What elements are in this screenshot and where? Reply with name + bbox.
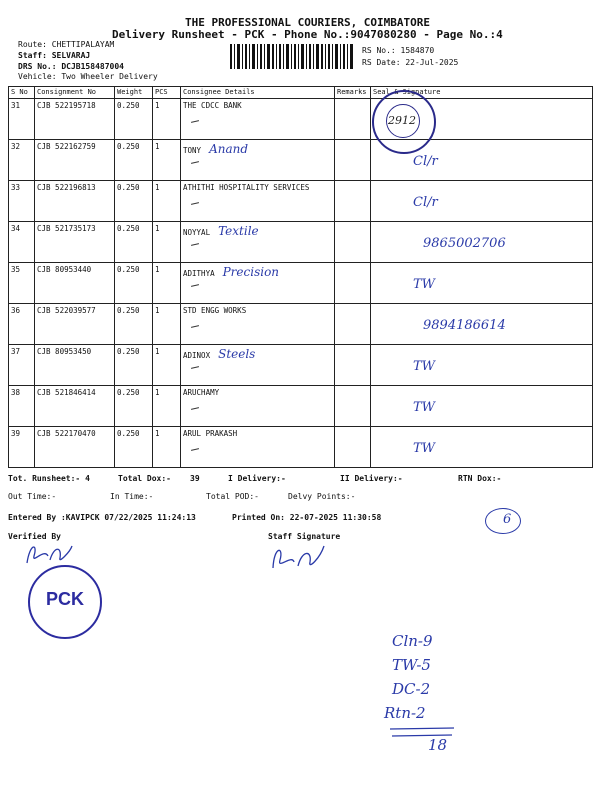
consignee-name: ADINOX bbox=[183, 351, 211, 360]
i-delivery: I Delivery:- bbox=[228, 474, 286, 483]
total-dox-value: 39 bbox=[190, 474, 200, 483]
cell-remarks bbox=[335, 304, 371, 345]
cell-sno: 31 bbox=[9, 99, 35, 140]
cell-consignment-no: CJB 522195718 bbox=[35, 99, 115, 140]
cell-consignee bbox=[181, 427, 335, 468]
cell-signature bbox=[371, 222, 593, 263]
cell-weight: 0.250 bbox=[115, 345, 153, 386]
route-label: Route: CHETTIPALAYAM bbox=[18, 40, 115, 49]
cell-weight: 0.250 bbox=[115, 99, 153, 140]
table-row bbox=[9, 222, 593, 263]
cell-sno: 32 bbox=[9, 140, 35, 181]
cell-consignment-no: CJB 522196813 bbox=[35, 181, 115, 222]
footer-divider bbox=[8, 467, 592, 468]
table-row bbox=[9, 304, 593, 345]
runsheet-table bbox=[8, 86, 593, 468]
cell-pcs: 1 bbox=[153, 345, 181, 386]
table-row bbox=[9, 140, 593, 181]
cell-consignee bbox=[181, 345, 335, 386]
table-row bbox=[9, 386, 593, 427]
cell-pcs: 1 bbox=[153, 140, 181, 181]
table-header-row bbox=[9, 87, 593, 99]
cell-consignee bbox=[181, 99, 335, 140]
consignee-handwritten-note: Steels bbox=[218, 347, 256, 361]
tally-line-1: Cln-9 bbox=[392, 632, 433, 650]
rs-date: RS Date: 22-Jul-2025 bbox=[362, 58, 459, 67]
table-row bbox=[9, 345, 593, 386]
table-row bbox=[9, 263, 593, 304]
receiver-signature-text: Cl/r bbox=[413, 154, 438, 169]
cell-pcs: 1 bbox=[153, 99, 181, 140]
tally-line-2: TW-5 bbox=[392, 656, 431, 674]
receiver-signature-text: TW bbox=[413, 277, 436, 292]
cell-pcs: 1 bbox=[153, 181, 181, 222]
cell-weight: 0.250 bbox=[115, 181, 153, 222]
consignee-name: ARUL PRAKASH bbox=[183, 429, 238, 438]
cell-remarks bbox=[335, 99, 371, 140]
tot-runsheet: Tot. Runsheet:- 4 bbox=[8, 474, 90, 483]
out-time: Out Time:- bbox=[8, 492, 57, 501]
cell-remarks bbox=[335, 140, 371, 181]
tally-underline bbox=[388, 725, 458, 739]
delvy-points: Delvy Points:- bbox=[288, 492, 356, 501]
cell-consignee bbox=[181, 181, 335, 222]
cell-sno: 36 bbox=[9, 304, 35, 345]
cell-consignee bbox=[181, 304, 335, 345]
cell-consignee bbox=[181, 386, 335, 427]
in-time: In Time:- bbox=[110, 492, 154, 501]
tick-mark bbox=[191, 202, 199, 205]
consignee-name: THE CDCC BANK bbox=[183, 101, 242, 110]
cell-remarks bbox=[335, 263, 371, 304]
cell-remarks bbox=[335, 181, 371, 222]
cell-sno: 33 bbox=[9, 181, 35, 222]
consignee-handwritten-note: Anand bbox=[209, 142, 249, 156]
consignee-handwritten-note: Textile bbox=[218, 224, 259, 238]
receiver-signature-text: TW bbox=[413, 359, 436, 374]
col-header-weight: Weight bbox=[115, 87, 153, 99]
ii-delivery: II Delivery:- bbox=[340, 474, 403, 483]
cell-pcs: 1 bbox=[153, 386, 181, 427]
cell-pcs: 1 bbox=[153, 427, 181, 468]
tally-total: 18 bbox=[428, 736, 448, 754]
cell-pcs: 1 bbox=[153, 222, 181, 263]
cell-consignment-no: CJB 522039577 bbox=[35, 304, 115, 345]
consignee-name: NOYYAL bbox=[183, 228, 211, 237]
cell-sno: 35 bbox=[9, 263, 35, 304]
pck-stamp bbox=[28, 565, 102, 639]
consignee-name: ATHITHI HOSPITALITY SERVICES bbox=[183, 183, 310, 192]
col-header-signature: Seal & Signature bbox=[371, 87, 593, 99]
cell-signature bbox=[371, 427, 593, 468]
total-dox-label: Total Dox:- bbox=[118, 474, 171, 483]
seal-stamp bbox=[372, 90, 436, 154]
tally-line-3: DC-2 bbox=[392, 680, 431, 698]
col-header-consignee: Consignee Details bbox=[181, 87, 335, 99]
cell-consignee bbox=[181, 263, 335, 304]
receiver-signature-text: 9865002706 bbox=[423, 236, 506, 251]
cell-consignee bbox=[181, 140, 335, 181]
circled-number: 6 bbox=[503, 512, 512, 527]
barcode-image bbox=[230, 44, 355, 69]
printed-on: Printed On: 22-07-2025 11:30:58 bbox=[232, 513, 382, 522]
receiver-signature-text: TW bbox=[413, 400, 436, 415]
col-header-sno: S No bbox=[9, 87, 35, 99]
pck-stamp-text: PCK bbox=[45, 589, 84, 609]
entered-by: Entered By :KAVIPCK 07/22/2025 11:24:13 bbox=[8, 513, 196, 522]
staff-signature-label: Staff Signature bbox=[268, 532, 341, 541]
table-row bbox=[9, 427, 593, 468]
tick-mark bbox=[191, 366, 199, 369]
vehicle-label: Vehicle: Two Wheeler Delivery bbox=[18, 72, 158, 81]
total-pod: Total POD:- bbox=[206, 492, 259, 501]
cell-weight: 0.250 bbox=[115, 222, 153, 263]
cell-signature bbox=[371, 345, 593, 386]
consignee-name: STD ENGG WORKS bbox=[183, 306, 247, 315]
runsheet-title: Delivery Runsheet - PCK - Phone No.:9047080280 - Page No.:4 bbox=[112, 28, 503, 41]
cell-remarks bbox=[335, 386, 371, 427]
consignee-name: TONY bbox=[183, 146, 202, 155]
cell-sno: 34 bbox=[9, 222, 35, 263]
company-name: THE PROFESSIONAL COURIERS, COIMBATORE bbox=[185, 16, 431, 29]
verified-by-label: Verified By bbox=[8, 532, 61, 541]
table-row bbox=[9, 181, 593, 222]
seal-handwritten-number: 2912 bbox=[388, 114, 416, 127]
cell-consignment-no: CJB 521735173 bbox=[35, 222, 115, 263]
cell-weight: 0.250 bbox=[115, 427, 153, 468]
cell-weight: 0.250 bbox=[115, 304, 153, 345]
cell-consignment-no: CJB 522170470 bbox=[35, 427, 115, 468]
tick-mark bbox=[191, 284, 199, 287]
table-row bbox=[9, 99, 593, 140]
col-header-remarks: Remarks bbox=[335, 87, 371, 99]
staff-label: Staff: SELVARAJ bbox=[18, 51, 91, 60]
cell-pcs: 1 bbox=[153, 304, 181, 345]
cell-remarks bbox=[335, 345, 371, 386]
tick-mark bbox=[191, 243, 199, 246]
rs-number: RS No.: 1584870 bbox=[362, 46, 435, 55]
cell-weight: 0.250 bbox=[115, 386, 153, 427]
cell-weight: 0.250 bbox=[115, 140, 153, 181]
consignee-handwritten-note: Precision bbox=[222, 265, 280, 279]
receiver-signature-text: TW bbox=[413, 441, 436, 456]
cell-consignment-no: CJB 80953450 bbox=[35, 345, 115, 386]
cell-remarks bbox=[335, 222, 371, 263]
rtn-dox: RTN Dox:- bbox=[458, 474, 502, 483]
cell-sno: 38 bbox=[9, 386, 35, 427]
staff-signature bbox=[268, 540, 328, 574]
drs-number: DRS No.: DCJB158487004 bbox=[18, 62, 124, 71]
tick-mark bbox=[191, 161, 199, 164]
cell-sno: 39 bbox=[9, 427, 35, 468]
consignee-name: ADITHYA bbox=[183, 269, 215, 278]
cell-consignee bbox=[181, 222, 335, 263]
cell-signature bbox=[371, 304, 593, 345]
verified-signature bbox=[22, 538, 77, 568]
cell-consignment-no: CJB 521846414 bbox=[35, 386, 115, 427]
cell-remarks bbox=[335, 427, 371, 468]
col-header-consignment: Consignment No bbox=[35, 87, 115, 99]
consignee-name: ARUCHAMY bbox=[183, 388, 220, 397]
cell-signature bbox=[371, 263, 593, 304]
tick-mark bbox=[191, 448, 199, 451]
cell-signature bbox=[371, 181, 593, 222]
cell-signature bbox=[371, 386, 593, 427]
receiver-signature-text: Cl/r bbox=[413, 195, 438, 210]
receiver-signature-text: 9894186614 bbox=[423, 318, 506, 333]
cell-pcs: 1 bbox=[153, 263, 181, 304]
tally-line-4: Rtn-2 bbox=[384, 704, 426, 722]
cell-consignment-no: CJB 80953440 bbox=[35, 263, 115, 304]
cell-consignment-no: CJB 522162759 bbox=[35, 140, 115, 181]
col-header-pcs: PCS bbox=[153, 87, 181, 99]
cell-weight: 0.250 bbox=[115, 263, 153, 304]
tick-mark bbox=[191, 407, 199, 410]
tick-mark bbox=[191, 325, 199, 328]
cell-sno: 37 bbox=[9, 345, 35, 386]
tick-mark bbox=[191, 120, 199, 123]
